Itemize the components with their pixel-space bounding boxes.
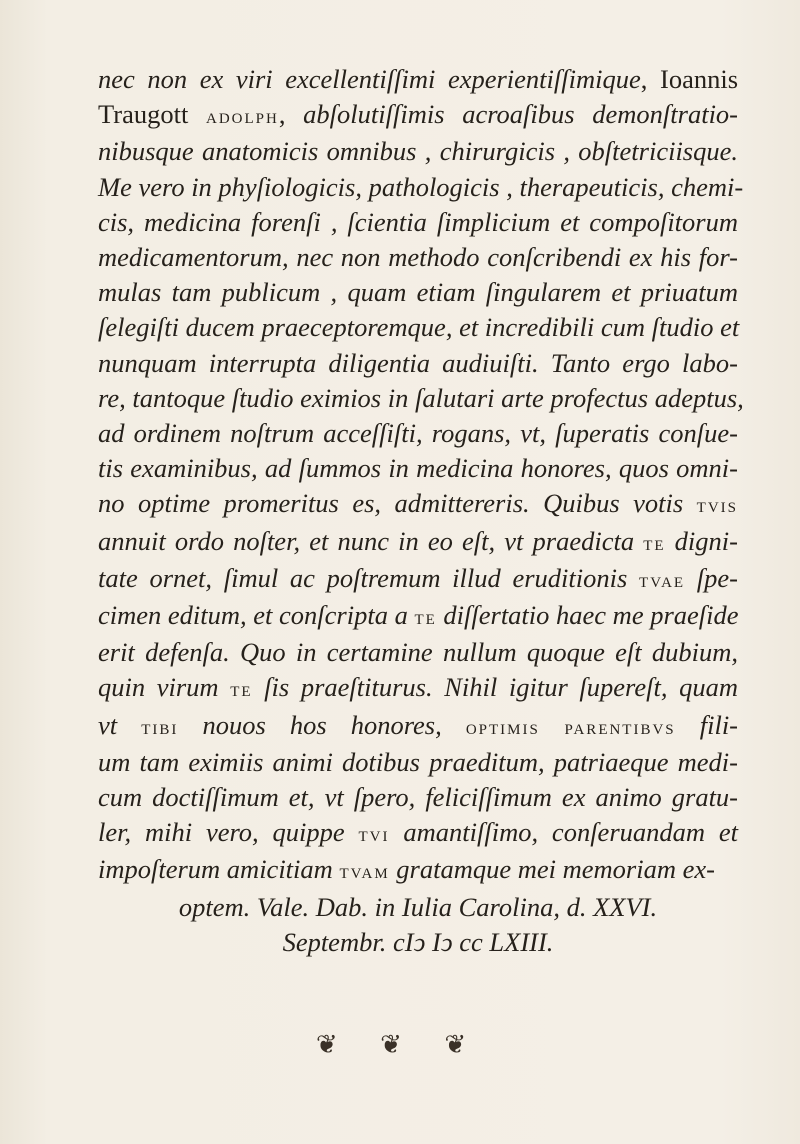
text-line: [98, 486, 738, 523]
text-segment: te: [414, 605, 437, 630]
text-line: [98, 524, 738, 561]
text-segment: no optime promeritus es, admittereris. Quibus votis: [98, 488, 697, 519]
text-segment: Septembr. cIↄ Iↄ cc LXIII.: [282, 926, 554, 957]
text-segment: ſelegiſti ducem praeceptoremque, et incredibili cum ſtudio et: [98, 312, 740, 343]
text-line: [98, 598, 738, 635]
text-segment: tis examinibus, ad ſummos in medicina honores, quos omni-: [98, 453, 738, 484]
text-segment: te: [230, 677, 253, 702]
text-line: [98, 852, 738, 889]
text-segment: cis, medicina forenſi , ſcientia ſimplicium et compoſitorum: [98, 206, 738, 237]
text-line: [98, 416, 738, 451]
text-segment: adolph: [206, 104, 279, 129]
text-line: [98, 451, 738, 486]
text-line: [98, 381, 744, 416]
text-segment: ſis praeſtiturus. Nihil igitur ſupereſt, quam: [252, 672, 738, 703]
text-segment: Traugott: [98, 99, 207, 130]
text-segment: nibusque anatomicis omnibus , chirurgicis , obſtetriciisque.: [98, 136, 738, 167]
text-segment: nunquam interrupta diligentia audiuiſti. Tanto ergo labo-: [98, 347, 738, 378]
text-line: [98, 205, 738, 240]
text-segment: tvae: [639, 567, 686, 592]
text-segment: erit defenſa. Quo in certamine nullum quoque eſt dubium,: [98, 637, 738, 668]
text-segment: re, tantoque ſtudio eximios in ſalutari arte profectus adeptus,: [98, 382, 744, 413]
text-line: [98, 561, 738, 598]
text-line: [98, 134, 738, 169]
text-line: [98, 62, 738, 97]
text-segment: Me vero in phyſiologicis, pathologicis , therapeuticis, chemi-: [98, 171, 744, 202]
text-segment: cum doctiſſimum et, vt ſpero, feliciſſimum ex animo gratu-: [98, 782, 738, 813]
latin-text-block: [98, 62, 744, 960]
text-segment: impoſterum amicitiam: [98, 854, 340, 885]
text-segment: ler, mihi vero, quippe: [98, 817, 359, 848]
text-segment: annuit ordo noſter, et nunc in eo eſt, vt praedicta: [98, 525, 644, 556]
text-segment: te: [643, 530, 666, 555]
text-segment: gratamque mei memoriam ex-: [389, 854, 715, 885]
text-segment: diſſertatio haec me praeſide: [436, 600, 739, 631]
text-segment: fili-: [675, 709, 739, 740]
text-segment: tvis: [696, 493, 738, 518]
text-segment: , Ioannis: [640, 64, 739, 94]
text-segment: optem. Vale. Dab. in Iulia Carolina, d. XXVI.: [178, 891, 658, 922]
text-segment: vt: [98, 709, 142, 740]
text-line: [98, 670, 738, 707]
text-line: [98, 708, 738, 745]
text-segment: abſolutiſſimis acroaſibus demonſtratio-: [303, 99, 739, 130]
text-segment: nouos hos honores,: [178, 709, 466, 740]
text-segment: cimen editum, et conſcripta a: [98, 600, 415, 631]
ornament-row: ❦ ❦ ❦: [315, 1030, 485, 1059]
text-line: [98, 170, 744, 205]
text-line: [98, 925, 738, 960]
text-line: [98, 890, 738, 925]
text-segment: quin virum: [98, 672, 231, 703]
text-line: [98, 635, 738, 670]
text-line: [98, 346, 738, 381]
text-line: [98, 780, 738, 815]
text-line: [98, 240, 738, 275]
text-segment: optimis parentibvs: [465, 714, 676, 739]
text-line: [98, 310, 738, 345]
text-segment: ſpe-: [685, 562, 739, 593]
text-segment: um tam eximiis animi dotibus praeditum, patriaeque medi-: [98, 746, 738, 777]
text-segment: medicamentorum, nec non methodo conſcribendi ex his for-: [98, 242, 738, 273]
text-segment: amantiſſimo, conſeruandam et: [389, 817, 738, 848]
text-line: [98, 745, 738, 780]
text-segment: mulas tam publicum , quam etiam ſingularem et priuatum: [98, 277, 738, 308]
text-segment: ,: [278, 99, 304, 130]
text-segment: tvi: [358, 822, 390, 847]
text-segment: tate ornet, ſimul ac poſtremum illud eruditionis: [98, 562, 640, 593]
text-line: [98, 97, 738, 134]
text-segment: tibi: [141, 714, 179, 739]
text-segment: nec non ex viri excellentiſſimi experientiſſimique: [98, 64, 641, 94]
text-segment: tvam: [339, 859, 390, 884]
text-segment: digni-: [665, 525, 738, 556]
text-line: [98, 815, 738, 852]
text-segment: ad ordinem noſtrum acceſſiſti, rogans, vt, ſuperatis conſue-: [98, 418, 738, 449]
text-line: [98, 275, 738, 310]
